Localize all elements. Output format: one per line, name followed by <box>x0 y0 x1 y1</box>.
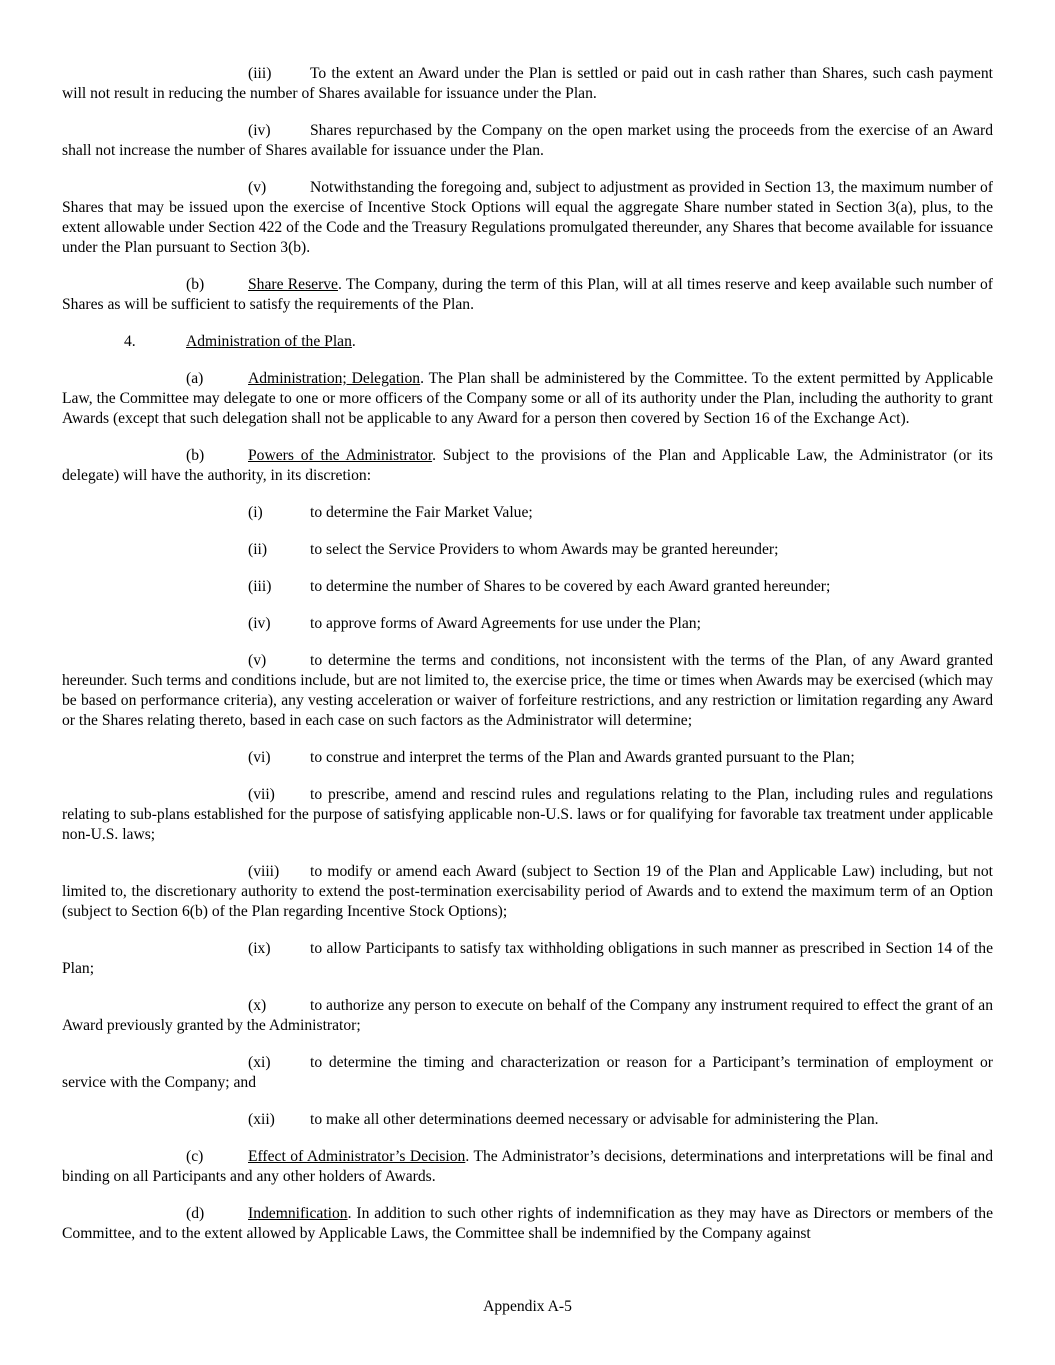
power-item-iv <box>248 614 993 634</box>
power-item-viii <box>62 862 993 922</box>
power-item-xi <box>62 1053 993 1093</box>
paragraph-text: . The Plan shall be administered by the Committee. To the extent permitted by Applicable Law, the Committee may delegate to one or more officers of the Company some or all of its authority under the Plan, including the authority to grant Awards (except that such delegation shall not be applicable to any Award for a person then covered by Section 16 of the Exchange Act). <box>62 370 993 427</box>
paragraph-title: Powers of the Administrator <box>248 447 433 464</box>
item-number: (ii) <box>248 541 268 558</box>
document-page <box>62 64 993 1261</box>
item-text: to determine the timing and characterization or reason for a Participant’s termination of employment or service with the Company; and <box>62 1054 993 1091</box>
power-item-ii <box>248 540 993 560</box>
paragraph-3a-v <box>62 178 993 258</box>
item-text: to modify or amend each Award (subject to Section 19 of the Plan and Applicable Law) including, but not limited to, the discretionary authority to extend the post-termination exercisability period of Awards and to extend the maximum term of an Option (subject to Section 6(b) of the Plan regarding Incentive Stock Options); <box>62 863 993 920</box>
paragraph-number: (v) <box>248 179 267 196</box>
section-number: 4. <box>124 333 136 350</box>
item-text: to authorize any person to execute on behalf of the Company any instrument required to effect the grant of an Award previously granted by the Administrator; <box>62 997 993 1034</box>
power-item-v <box>62 651 993 731</box>
paragraph-number: (iv) <box>248 122 271 139</box>
power-item-vi <box>248 748 993 768</box>
paragraph-title: Share Reserve <box>248 276 338 293</box>
paragraph-4b <box>62 446 993 486</box>
paragraph-number: (iii) <box>248 65 272 82</box>
item-text: to approve forms of Award Agreements for use under the Plan; <box>310 615 701 632</box>
power-item-x <box>62 996 993 1036</box>
paragraph-text: . Subject to the provisions of the Plan and Applicable Law, the Administrator (or its delegate) will have the authority, in its discretion: <box>62 447 993 484</box>
paragraph-text: To the extent an Award under the Plan is settled or paid out in cash rather than Shares, such cash payment will not result in reducing the number of Shares available for issuance under the Plan. <box>62 65 993 102</box>
item-number: (vii) <box>248 786 275 803</box>
paragraph-4a <box>62 369 993 429</box>
item-number: (iii) <box>248 578 272 595</box>
paragraph-3b <box>62 275 993 315</box>
item-text: to determine the number of Shares to be covered by each Award granted hereunder; <box>310 578 831 595</box>
paragraph-number: (b) <box>186 276 205 293</box>
paragraph-number: (b) <box>186 447 205 464</box>
item-number: (iv) <box>248 615 271 632</box>
item-text: to prescribe, amend and rescind rules and regulations relating to the Plan, including rules and regulations relating to sub-plans established for the purpose of satisfying applicable non-U.S. laws or for qualifying for favorable tax treatment under applicable non-U.S. laws; <box>62 786 993 843</box>
section-title-suffix: . <box>351 333 356 350</box>
paragraph-text: Notwithstanding the foregoing and, subject to adjustment as provided in Section 13, the maximum number of Shares that may be issued upon the exercise of Incentive Stock Options will equal the aggregate Share number stated in Section 3(a), plus, to the extent allowable under Section 422 of the Code and the Treasury Regulations promulgated thereunder, any Shares that become available for issuance under the Plan pursuant to Section 3(b). <box>62 179 993 256</box>
item-number: (ix) <box>248 940 271 957</box>
item-number: (x) <box>248 997 267 1014</box>
paragraph-text: . The Company, during the term of this Plan, will at all times reserve and keep available such number of Shares as will be sufficient to satisfy the requirements of the Plan. <box>62 276 993 313</box>
item-text: to construe and interpret the terms of the Plan and Awards granted pursuant to the Plan; <box>310 749 855 766</box>
item-number: (xii) <box>248 1111 275 1128</box>
paragraph-text: . In addition to such other rights of indemnification as they may have as Directors or members of the Committee, and to the extent allowed by Applicable Laws, the Committee shall be indemnified by the Company against <box>62 1205 993 1242</box>
paragraph-text: . The Administrator’s decisions, determinations and interpretations will be final and binding on all Participants and any other holders of Awards. <box>62 1148 993 1185</box>
item-text: to allow Participants to satisfy tax withholding obligations in such manner as prescribed in Section 14 of the Plan; <box>62 940 993 977</box>
paragraph-title: Administration; Delegation <box>248 370 421 387</box>
power-item-vii <box>62 785 993 845</box>
paragraph-number: (a) <box>186 370 204 387</box>
paragraph-3a-iii <box>62 64 993 104</box>
item-number: (v) <box>248 652 267 669</box>
item-text: to determine the terms and conditions, not inconsistent with the terms of the Plan, of any Award granted hereunder. Such terms and conditions include, but are not limited to, the exercise price, the time or times when Awards may be exercised (which may be based on performance criteria), any vesting acceleration or waiver of forfeiture restrictions, and any restriction or limitation regarding any Award or the Shares relating thereto, based in each case on such factors as the Administrator will determine; <box>62 652 993 729</box>
paragraph-text: Shares repurchased by the Company on the open market using the proceeds from the exercise of an Award shall not increase the number of Shares available for issuance under the Plan. <box>62 122 993 159</box>
paragraph-3a-iv <box>62 121 993 161</box>
item-number: (viii) <box>248 863 280 880</box>
item-text: to make all other determinations deemed necessary or advisable for administering the Plan. <box>310 1111 879 1128</box>
item-number: (xi) <box>248 1054 271 1071</box>
section-title: Administration of the Plan <box>186 333 352 350</box>
power-item-ix <box>62 939 993 979</box>
paragraph-number: (c) <box>186 1148 204 1165</box>
item-text: to determine the Fair Market Value; <box>310 504 533 521</box>
item-number: (i) <box>248 504 263 521</box>
paragraph-title: Effect of Administrator’s Decision <box>248 1148 466 1165</box>
paragraph-number: (d) <box>186 1205 205 1222</box>
item-number: (vi) <box>248 749 271 766</box>
power-item-iii <box>248 577 993 597</box>
item-text: to select the Service Providers to whom Awards may be granted hereunder; <box>310 541 779 558</box>
paragraph-4c <box>62 1147 993 1187</box>
paragraph-title: Indemnification <box>248 1205 348 1222</box>
section-4-heading <box>124 332 993 352</box>
power-item-i <box>248 503 993 523</box>
power-item-xii <box>248 1110 993 1130</box>
paragraph-4d <box>62 1204 993 1244</box>
page-footer: Appendix A-5 <box>483 1298 572 1315</box>
